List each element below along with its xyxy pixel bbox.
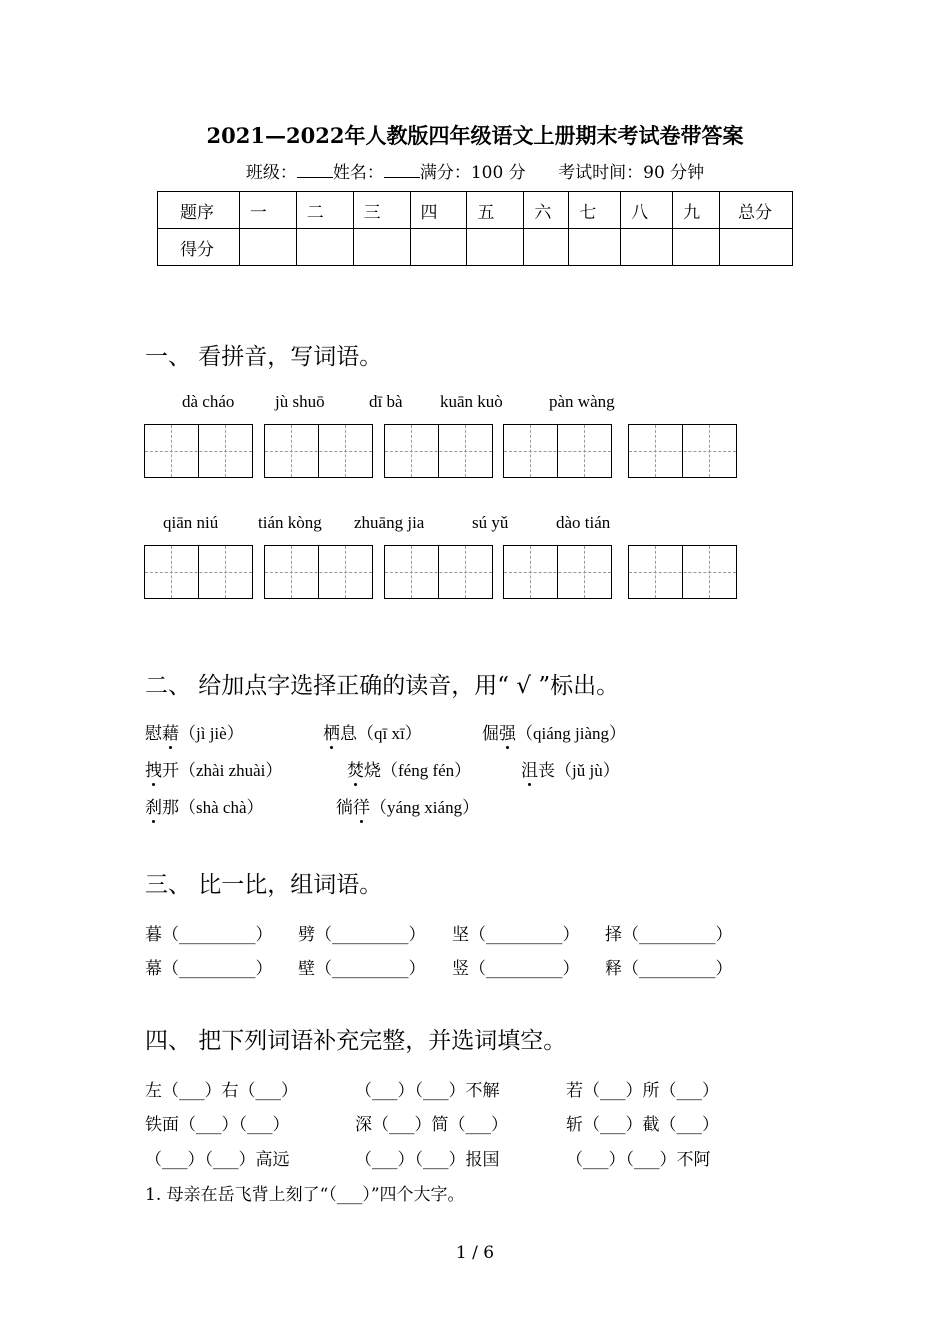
score-header-cell: 一 [239,192,296,229]
compare-item[interactable]: 壁（_________） [298,959,426,979]
score-table [157,191,793,266]
pinyin-label: kuān kuò [440,392,503,411]
compare-item[interactable]: 暮（_________） [145,925,273,945]
pinyin-label: dào tián [556,513,611,532]
pinyin-label: tián kòng [258,513,322,532]
score-cell[interactable] [239,229,296,266]
score-cell[interactable] [720,229,793,266]
pinyin-label: zhuāng jia [354,513,425,532]
page-title: 2021—2022年人教版四年级语文上册期末考试卷带答案 [206,123,744,148]
score-cell[interactable] [569,229,621,266]
idiom-item[interactable]: 斩（___）截（___） [566,1115,719,1135]
writing-grid[interactable] [384,424,493,478]
score-header-cell: 三 [353,192,410,229]
name-label: 姓名： [332,163,384,183]
score-row [158,229,793,266]
reading-item[interactable]: 沮丧（jǔ jù） [521,756,620,781]
writing-grid[interactable] [503,424,612,478]
pinyin-label: pàn wàng [549,392,615,411]
idiom-item[interactable]: （___）（___）不解 [355,1081,500,1101]
score-header-cell: 八 [621,192,673,229]
pinyin-label: qiān niú [163,513,219,532]
writing-grid[interactable] [628,545,737,599]
writing-grid[interactable] [144,545,253,599]
score-cell[interactable] [410,229,467,266]
writing-grid[interactable] [384,545,493,599]
compare-item[interactable]: 择（_________） [605,925,733,945]
compare-item[interactable]: 坚（_________） [452,925,580,945]
writing-grid[interactable] [503,545,612,599]
writing-grid[interactable] [264,545,373,599]
fill-question-1[interactable]: 1. 母亲在岳飞背上刻了“（___）”四个大字。 [145,1185,465,1205]
reading-item[interactable]: 徜徉（yáng xiáng） [336,793,479,818]
full-score: 满分：100 分 [419,163,526,183]
idiom-item[interactable]: （___）（___）高远 [145,1150,290,1170]
class-label: 班级： [245,163,297,183]
reading-item[interactable]: 栖息（qī xī） [323,719,422,744]
score-cell[interactable] [467,229,524,266]
compare-item[interactable]: 劈（_________） [298,925,426,945]
reading-item[interactable]: 慰藉（jì jiè） [145,719,244,744]
writing-grid[interactable] [264,424,373,478]
section-4-heading: 四、 把下列词语补充完整，并选词填空。 [145,1028,567,1054]
idiom-item[interactable]: 左（___）右（___） [145,1081,298,1101]
name-blank[interactable] [384,163,420,178]
pinyin-label: dī bà [369,392,403,411]
class-blank[interactable] [297,163,333,178]
score-header-cell: 二 [296,192,353,229]
score-header-cell: 六 [524,192,569,229]
idiom-item[interactable]: 深（___）简（___） [355,1115,508,1135]
reading-item[interactable]: 倔强（qiáng jiàng） [482,719,626,744]
idiom-item[interactable]: （___）（___）报国 [355,1150,500,1170]
score-header-cell: 五 [467,192,524,229]
score-header-cell: 题序 [158,192,240,229]
compare-item[interactable]: 幕（_________） [145,959,273,979]
idiom-item[interactable]: 若（___）所（___） [566,1081,719,1101]
page-number: 1 / 6 [455,1243,495,1263]
pinyin-label: jù shuō [275,392,325,411]
pinyin-label: dà cháo [182,392,235,411]
exam-time: 考试时间：90 分钟 [558,163,705,183]
section-1-heading: 一、 看拼音，写词语。 [145,344,383,370]
score-header-cell: 九 [673,192,720,229]
section-2-heading: 二、 给加点字选择正确的读音，用“ √ ”标出。 [145,673,620,699]
score-header-cell: 七 [569,192,621,229]
score-row-label: 得分 [158,229,240,266]
score-header-row [158,192,793,229]
score-cell[interactable] [296,229,353,266]
section-3-heading: 三、 比一比，组词语。 [145,872,383,898]
idiom-item[interactable]: 铁面（___）（___） [145,1115,290,1135]
score-header-cell: 四 [410,192,467,229]
reading-item[interactable]: 焚烧（féng fén） [347,756,471,781]
score-cell[interactable] [524,229,569,266]
writing-grid[interactable] [144,424,253,478]
idiom-item[interactable]: （___）（___）不阿 [566,1150,711,1170]
score-header-cell: 总分 [720,192,793,229]
writing-grid[interactable] [628,424,737,478]
reading-item[interactable]: 拽开（zhài zhuài） [145,756,282,781]
score-cell[interactable] [621,229,673,266]
reading-item[interactable]: 刹那（shà chà） [145,793,264,818]
exam-info [0,158,950,183]
compare-item[interactable]: 竖（_________） [452,959,580,979]
pinyin-label: sú yǔ [472,513,509,532]
score-cell[interactable] [353,229,410,266]
score-cell[interactable] [673,229,720,266]
compare-item[interactable]: 释（_________） [605,959,733,979]
